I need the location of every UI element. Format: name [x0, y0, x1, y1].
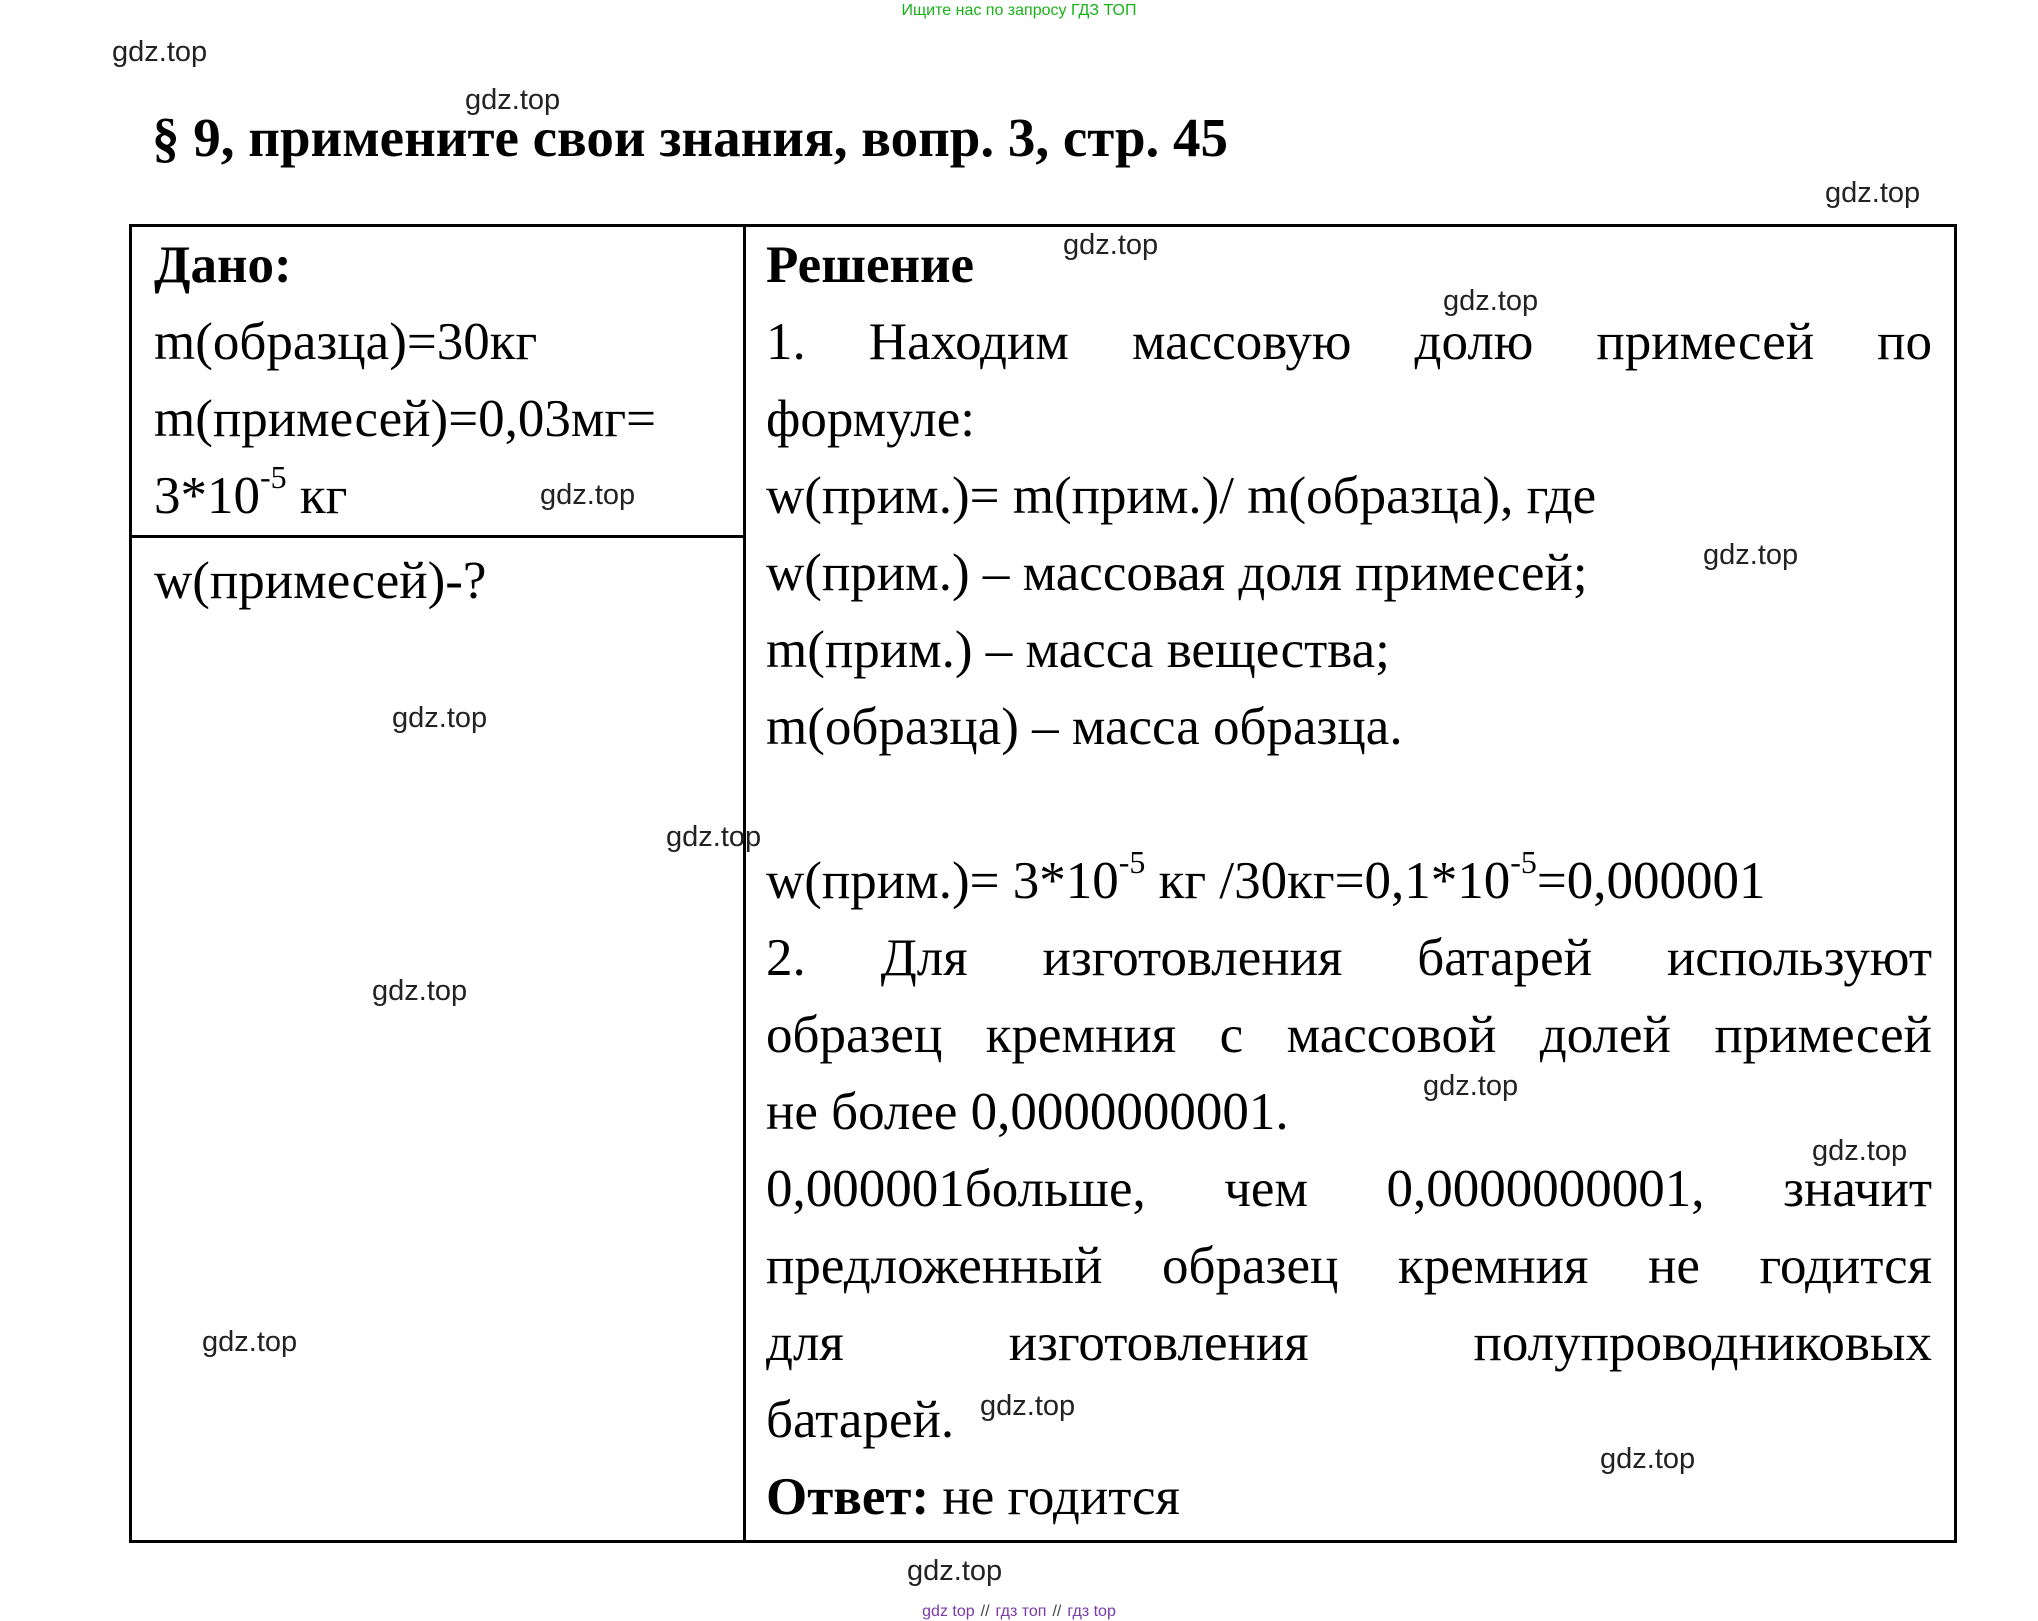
- watermark: gdz.top: [1825, 177, 1921, 209]
- given-line-3: [154, 458, 734, 535]
- row-divider: [132, 535, 743, 538]
- bottom-separator: //: [1052, 1603, 1062, 1620]
- solution-table: [129, 224, 1957, 1543]
- given-line-3-unit: кг: [286, 467, 348, 525]
- watermark: gdz.top: [540, 479, 636, 511]
- calc-part-1: w(прим.)= 3*10: [766, 852, 1119, 910]
- definition-3: m(образца) – масса образца.: [766, 698, 1403, 756]
- definition-2: m(прим.) – масса вещества;: [766, 621, 1390, 679]
- watermark: gdz.top: [666, 821, 762, 853]
- calc-exponent-1: -5: [1118, 844, 1146, 881]
- conclusion-line-b: предложенный образец кремния не годится: [766, 1237, 1932, 1295]
- calc-exponent-2: -5: [1510, 844, 1537, 881]
- answer-text: не годится: [929, 1468, 1180, 1526]
- formula-line: w(прим.)= m(прим.)/ m(образца), где: [766, 467, 1597, 525]
- watermark: gdz.top: [392, 702, 488, 734]
- bottom-link-3[interactable]: гдз top: [1067, 1603, 1116, 1620]
- given-heading: Дано:: [154, 236, 292, 294]
- given-line-3-base: 3*10: [154, 467, 260, 525]
- definition-1: w(прим.) – массовая доля примесей;: [766, 544, 1588, 602]
- watermark: gdz.top: [980, 1390, 1076, 1422]
- given-line-2: m(примесей)=0,03мг=: [154, 390, 656, 448]
- step2-line-b: образец кремния с массовой долей примесей: [766, 1006, 1932, 1064]
- bottom-separator: //: [980, 1603, 990, 1620]
- watermark: gdz.top: [372, 975, 468, 1007]
- step2-line-a: 2. Для изготовления батарей используют: [766, 929, 1932, 987]
- blank-line: [766, 766, 1932, 843]
- given-line-1: m(образца)=30кг: [154, 313, 538, 371]
- given-cell: [154, 227, 734, 535]
- bottom-link-2[interactable]: гдз топ: [995, 1603, 1047, 1620]
- watermark: gdz.top: [907, 1555, 1003, 1587]
- answer-line: [766, 1459, 1932, 1536]
- page-title: § 9, примените свои знания, вопр. 3, стр. 45: [152, 107, 1229, 168]
- conclusion-line-c: для изготовления полупроводниковых: [766, 1314, 1932, 1372]
- watermark: gdz.top: [465, 84, 561, 116]
- step1-line-b: формуле:: [766, 390, 975, 448]
- bottom-link-1[interactable]: gdz top: [922, 1603, 975, 1620]
- find-cell: [154, 543, 734, 620]
- watermark: gdz.top: [112, 36, 208, 68]
- answer-label: Ответ:: [766, 1468, 930, 1526]
- calc-part-3: =0,000001: [1536, 852, 1766, 910]
- conclusion-line-a: 0,000001больше, чем 0,0000000001, значит: [766, 1160, 1932, 1218]
- step2-line-c: не более 0,0000000001.: [766, 1083, 1289, 1141]
- solution-cell: [766, 227, 1932, 1536]
- watermark: gdz.top: [1063, 229, 1159, 261]
- watermark: gdz.top: [1703, 539, 1799, 571]
- find-text: w(примесей)-?: [154, 552, 487, 610]
- watermark: gdz.top: [1812, 1135, 1908, 1167]
- solution-heading: Решение: [766, 236, 975, 294]
- column-divider: [743, 227, 746, 1540]
- step1-line-a: 1. Находим массовую долю примесей по: [766, 313, 1932, 371]
- calc-part-2: кг /30кг=0,1*10: [1145, 852, 1511, 910]
- watermark: gdz.top: [202, 1326, 298, 1358]
- top-banner[interactable]: Ищите нас по запросу ГДЗ ТОП: [901, 2, 1137, 19]
- calculation-line: [766, 843, 1932, 920]
- bottom-banner: [0, 1603, 2038, 1621]
- given-line-3-exponent: -5: [260, 459, 287, 496]
- watermark: gdz.top: [1423, 1070, 1519, 1102]
- watermark: gdz.top: [1443, 285, 1539, 317]
- watermark: gdz.top: [1600, 1443, 1696, 1475]
- conclusion-line-d: батарей.: [766, 1391, 955, 1449]
